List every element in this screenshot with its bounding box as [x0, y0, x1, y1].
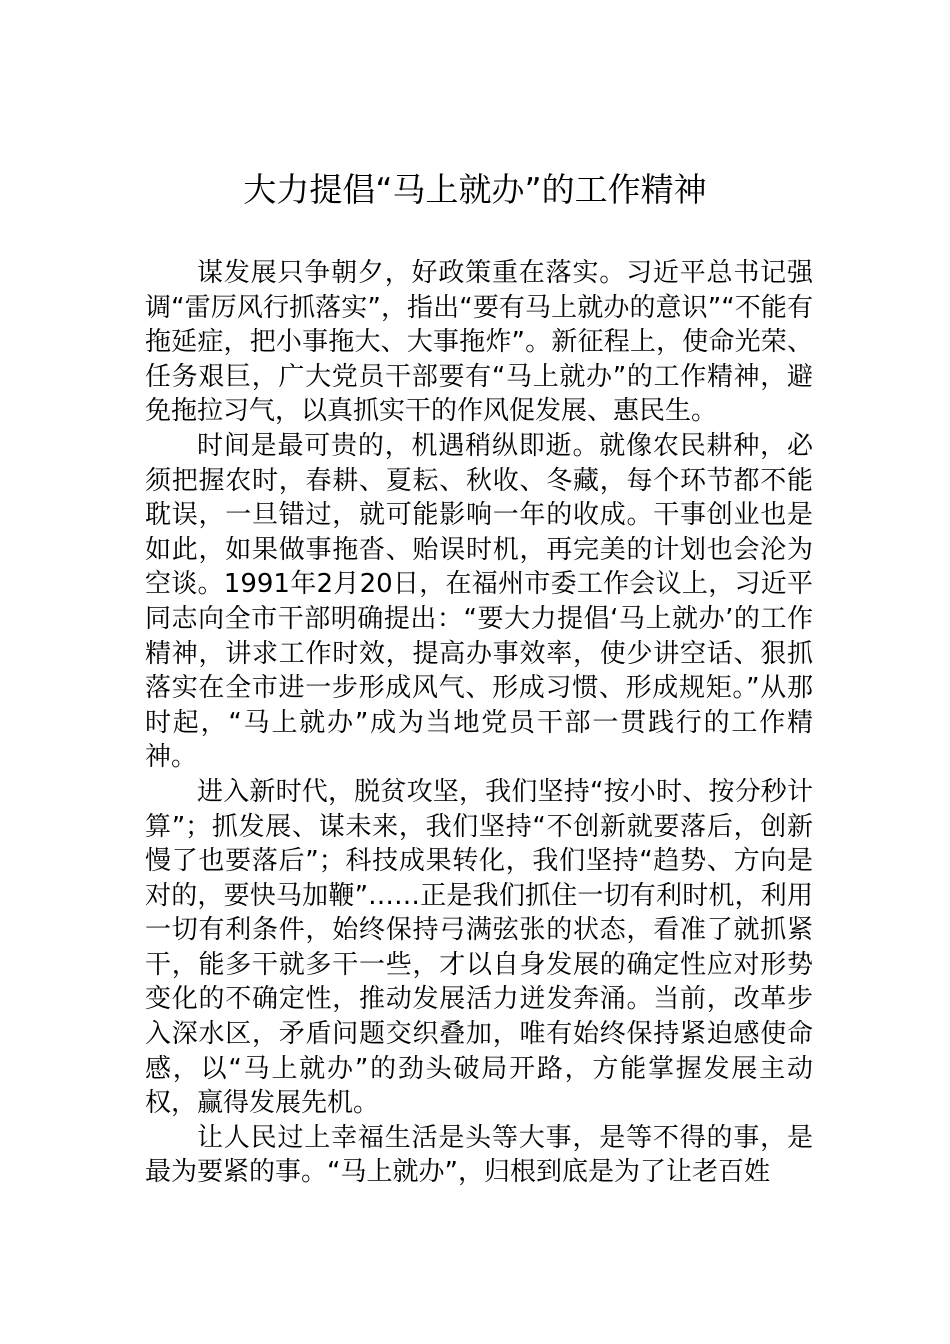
document-body — [145, 256, 813, 1190]
paragraph-3: 进入新时代，脱贫攻坚，我们坚持“按小时、按分秒计算”；抓发展、谋未来，我们坚持“不创新就要落后，创新慢了也要落后”；科技成果转化，我们坚持“趋势、方向是对的，要快马加鞭”……正是我们抓住一切有利时机，利用一切有利条件，始终保持弓满弦张的状态，看准了就抓紧干，能多干就多干一些，才以自身发展的确定性应对形势变化的不确定性，推动发展活力迸发奔涌。当前，改革步入深水区，矛盾问题交织叠加，唯有始终保持紧迫感使命感，以“马上就办”的劲头破局开路，方能掌握发展主动权，赢得发展先机。 — [145, 776, 813, 1119]
paragraph-2: 时间是最可贵的，机遇稍纵即逝。就像农民耕种，必须把握农时，春耕、夏耘、秋收、冬藏，每个环节都不能耽误，一旦错过，就可能影响一年的收成。干事创业也是如此，如果做事拖沓、贻误时机，再完美的计划也会沦为空谈。1991年2月20日，在福州市委工作会议上，习近平同志向全市干部明确提出：“要大力提倡‘马上就办’的工作精神，讲求工作时效，提高办事效率，使少讲空话、狠抓落实在全市进一步形成风气、形成习惯、形成规矩。”从那时起，“马上就办”成为当地党员干部一贯践行的工作精神。 — [145, 430, 813, 773]
document-title: 大力提倡“马上就办”的工作精神 — [243, 170, 707, 209]
paragraph-4: 让人民过上幸福生活是头等大事，是等不得的事，是最为要紧的事。“马上就办”，归根到底是为了让老百姓 — [145, 1122, 813, 1188]
paragraph-1: 谋发展只争朝夕，好政策重在落实。习近平总书记强调“雷厉风行抓落实”，指出“要有马上就办的意识”“不能有拖延症，把小事拖大、大事拖炸”。新征程上，使命光荣、任务艰巨，广大党员干部要有“马上就办”的工作精神，避免拖拉习气，以真抓实干的作风促发展、惠民生。 — [145, 258, 813, 427]
